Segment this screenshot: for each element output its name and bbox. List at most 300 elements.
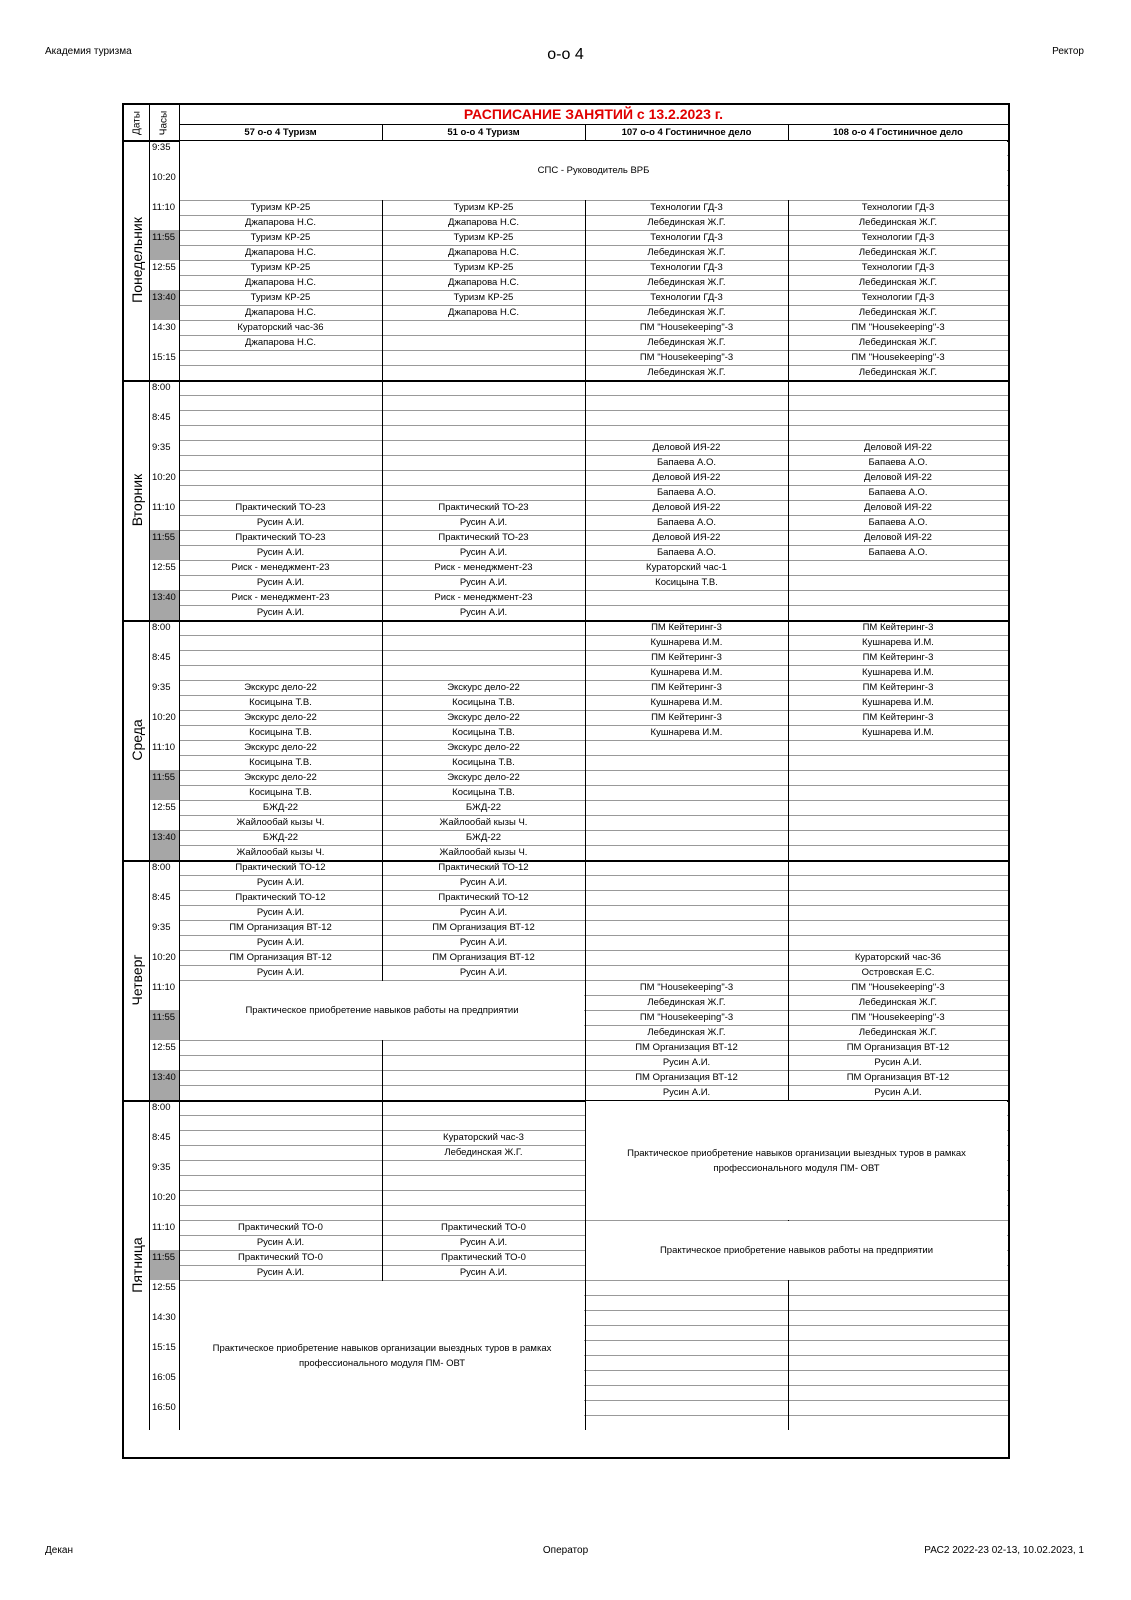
time-cell: 8:00 (152, 862, 171, 873)
schedule-cell: ПМ Кейтеринг-3 (862, 622, 934, 633)
schedule-cell: Деловой ИЯ-22 (864, 442, 932, 453)
schedule-cell: Лебединская Ж.Г. (858, 367, 938, 378)
schedule-cell (585, 1385, 788, 1400)
schedule-cell: Бапаева А.О. (868, 457, 928, 468)
schedule-cell: Кураторский час-36 (854, 952, 942, 963)
time-cell: 11:55 (149, 770, 179, 800)
schedule-cell: Лебединская Ж.Г. (858, 277, 938, 288)
schedule-cell (179, 470, 382, 485)
schedule-cell: ПМ "Housekeeping"-3 (851, 982, 945, 993)
schedule-cell (788, 1340, 1008, 1355)
schedule-cell: Лебединская Ж.Г. (858, 217, 938, 228)
schedule-cell (179, 410, 382, 425)
schedule-cell (788, 845, 1008, 860)
schedule-cell: Лебединская Ж.Г. (647, 367, 726, 378)
time-cell: 8:45 (152, 412, 171, 423)
schedule-cell (382, 410, 585, 425)
schedule-cell: Лебединская Ж.Г. (647, 247, 726, 258)
time-cell: 14:30 (152, 1312, 176, 1323)
schedule-cell (585, 905, 788, 920)
schedule-cell: Лебединская Ж.Г. (444, 1147, 523, 1158)
schedule-cell (382, 635, 585, 650)
time-cell: 15:15 (152, 1342, 176, 1353)
schedule-cell: Кушнарева И.М. (650, 637, 723, 648)
schedule-cell (788, 1400, 1008, 1415)
time-cell: 12:55 (152, 262, 176, 273)
schedule-cell: Бапаева А.О. (868, 547, 928, 558)
schedule-cell: ПМ Организация ВТ-12 (229, 952, 332, 963)
schedule-cell: Практический ТО-12 (438, 862, 529, 873)
schedule-cell (382, 455, 585, 470)
schedule-cell: Технологии ГД-3 (650, 202, 723, 213)
schedule-cell (382, 425, 585, 440)
schedule-cell: Русин А.И. (256, 547, 305, 558)
schedule-cell: Практический ТО-23 (235, 502, 326, 513)
day-label: Пятница (128, 1237, 145, 1293)
schedule-cell: Бапаева А.О. (656, 457, 717, 468)
schedule-cell: ПМ Кейтеринг-3 (862, 712, 934, 723)
day-separator (124, 380, 1008, 382)
schedule-cell: ПМ Кейтеринг-3 (862, 682, 934, 693)
schedule-cell (179, 1145, 382, 1160)
schedule-cell: Бапаева А.О. (656, 487, 717, 498)
merged-cell: Практическое приобретение навыков организации выездных туров в рамках профессионального модуля ПМ- ОВТ (586, 1101, 1007, 1220)
schedule-cell: Русин А.И. (256, 1267, 305, 1278)
schedule-cell: Русин А.И. (256, 577, 305, 588)
schedule-cell: Туризм КР-25 (250, 232, 311, 243)
schedule-cell: Практический ТО-0 (238, 1222, 323, 1233)
schedule-cell: Русин А.И. (459, 577, 508, 588)
schedule-cell: ПМ "Housekeeping"-3 (851, 352, 945, 363)
schedule-cell (179, 485, 382, 500)
schedule-cell: Жайлообай кызы Ч. (439, 817, 528, 828)
schedule-cell (382, 1190, 585, 1205)
schedule-cell: Деловой ИЯ-22 (864, 502, 932, 513)
time-cell: 9:35 (152, 682, 171, 693)
schedule-cell (585, 965, 788, 980)
schedule-cell (382, 1205, 585, 1220)
schedule-cell (585, 755, 788, 770)
time-cell: 11:10 (152, 1222, 176, 1233)
time-cell: 10:20 (152, 472, 176, 483)
schedule-cell: Туризм КР-25 (453, 232, 514, 243)
schedule-cell (585, 1340, 788, 1355)
time-cell: 8:45 (152, 652, 171, 663)
schedule-cell (788, 800, 1008, 815)
schedule-cell: Лебединская Ж.Г. (858, 1027, 938, 1038)
schedule-cell: ПМ "Housekeeping"-3 (639, 322, 734, 333)
schedule-cell: Кураторский час-3 (443, 1132, 524, 1143)
schedule-cell (788, 875, 1008, 890)
schedule-cell (788, 425, 1008, 440)
schedule-cell (179, 1100, 382, 1115)
schedule-cell (382, 1160, 585, 1175)
time-cell: 12:55 (152, 802, 176, 813)
schedule-cell (585, 1280, 788, 1295)
schedule-cell: Лебединская Ж.Г. (858, 247, 938, 258)
schedule-cell (179, 1070, 382, 1085)
schedule-cell: Косицына Т.В. (452, 727, 515, 738)
schedule-cell: БЖД-22 (465, 802, 502, 813)
schedule-cell: Туризм КР-25 (250, 292, 311, 303)
column-divider (179, 105, 180, 1430)
schedule-cell (382, 335, 585, 350)
schedule-cell (788, 560, 1008, 575)
schedule-cell: Кушнарева И.М. (650, 697, 723, 708)
schedule-cell (585, 890, 788, 905)
schedule-cell: Джапарова Н.С. (448, 277, 519, 288)
schedule-cell (382, 650, 585, 665)
schedule-cell: Практический ТО-0 (441, 1252, 526, 1263)
schedule-cell (585, 380, 788, 395)
schedule-cell: ПМ Кейтеринг-3 (651, 682, 722, 693)
schedule-cell: Деловой ИЯ-22 (652, 532, 721, 543)
schedule-cell: Практический ТО-0 (238, 1252, 323, 1263)
schedule-cell (585, 935, 788, 950)
schedule-cell: Экскурс дело-22 (447, 742, 520, 753)
time-cell: 12:55 (152, 1282, 176, 1293)
schedule-cell: Экскурс дело-22 (447, 772, 520, 783)
schedule-cell: ПМ "Housekeeping"-3 (851, 322, 945, 333)
schedule-cell: Русин А.И. (256, 607, 305, 618)
schedule-cell: Русин А.И. (662, 1057, 711, 1068)
schedule-cell (179, 1040, 382, 1055)
schedule-cell: Джапарова Н.С. (448, 217, 519, 228)
group-header: 57 о-о 4 Туризм (179, 124, 382, 140)
schedule-cell: Экскурс дело-22 (447, 682, 520, 693)
schedule-cell: Лебединская Ж.Г. (647, 337, 726, 348)
schedule-cell: Лебединская Ж.Г. (858, 997, 938, 1008)
time-cell: 11:10 (152, 502, 176, 513)
schedule-cell: ПМ Организация ВТ-12 (635, 1042, 738, 1053)
schedule-cell: Русин А.И. (256, 517, 305, 528)
schedule-cell: Технологии ГД-3 (650, 262, 723, 273)
group-header: 107 о-о 4 Гостиничное дело (585, 124, 788, 140)
schedule-cell (585, 875, 788, 890)
schedule-cell: Технологии ГД-3 (861, 292, 935, 303)
time-cell: 10:20 (152, 712, 176, 723)
group-header: 108 о-о 4 Гостиничное дело (788, 124, 1008, 140)
schedule-cell (788, 1415, 1008, 1430)
time-cell: 11:10 (152, 982, 176, 993)
schedule-cell: Кушнарева И.М. (650, 727, 723, 738)
time-cell: 8:00 (152, 382, 171, 393)
schedule-cell: Технологии ГД-3 (861, 232, 935, 243)
time-cell: 12:55 (152, 562, 176, 573)
schedule-cell: Лебединская Ж.Г. (647, 217, 726, 228)
schedule-cell (788, 740, 1008, 755)
schedule-cell: Островская Е.С. (861, 967, 935, 978)
schedule-cell: Технологии ГД-3 (861, 202, 935, 213)
schedule-cell: Русин А.И. (459, 607, 508, 618)
time-cell: 11:55 (149, 230, 179, 260)
schedule-cell: ПМ Организация ВТ-12 (635, 1072, 738, 1083)
schedule-cell: Практический ТО-23 (438, 502, 529, 513)
schedule-cell: Русин А.И. (459, 1237, 508, 1248)
day-separator (124, 620, 1008, 622)
schedule-cell (382, 350, 585, 365)
schedule-cell (585, 605, 788, 620)
schedule-cell: ПМ "Housekeeping"-3 (639, 1012, 734, 1023)
time-cell: 16:05 (152, 1372, 176, 1383)
schedule-cell: Косицына Т.В. (452, 697, 515, 708)
schedule-cell: Бапаева А.О. (868, 517, 928, 528)
schedule-cell (179, 425, 382, 440)
schedule-cell: Русин А.И. (459, 877, 508, 888)
schedule-cell (179, 650, 382, 665)
schedule-cell (788, 395, 1008, 410)
schedule-cell: Практический ТО-0 (441, 1222, 526, 1233)
schedule-cell (382, 485, 585, 500)
schedule-cell: Риск - менеджмент-23 (231, 562, 330, 573)
schedule-cell (585, 950, 788, 965)
schedule-cell: Жайлообай кызы Ч. (439, 847, 528, 858)
time-cell: 13:40 (149, 1070, 179, 1100)
schedule-cell (179, 350, 382, 365)
schedule-cell (382, 320, 585, 335)
time-cell: 10:20 (152, 172, 176, 183)
schedule-cell (179, 1085, 382, 1100)
schedule-cell: Жайлообай кызы Ч. (236, 817, 325, 828)
schedule-cell: Косицына Т.В. (655, 577, 718, 588)
schedule-cell: Косицына Т.В. (249, 787, 312, 798)
column-divider (382, 124, 383, 1430)
schedule-cell (179, 380, 382, 395)
time-cell: 11:10 (152, 742, 176, 753)
schedule-cell: Джапарова Н.С. (448, 247, 519, 258)
dates-column-header: Даты (131, 110, 142, 135)
schedule-cell: Практический ТО-12 (235, 862, 326, 873)
time-cell: 11:10 (152, 202, 176, 213)
schedule-cell: Косицына Т.В. (249, 697, 312, 708)
schedule-cell (179, 1175, 382, 1190)
schedule-cell (788, 410, 1008, 425)
schedule-cell: Кураторский час-36 (237, 322, 324, 333)
schedule-cell: Экскурс дело-22 (244, 712, 317, 723)
schedule-title: РАСПИСАНИЕ ЗАНЯТИЙ с 13.2.2023 г. (463, 106, 724, 122)
schedule-cell: Деловой ИЯ-22 (864, 532, 932, 543)
schedule-cell (788, 1385, 1008, 1400)
hours-column-header: Часы (158, 110, 170, 135)
schedule-cell: Русин А.И. (459, 937, 508, 948)
schedule-cell: Деловой ИЯ-22 (652, 502, 721, 513)
schedule-cell: Технологии ГД-3 (861, 262, 935, 273)
time-cell: 9:35 (152, 922, 171, 933)
schedule-cell (382, 1175, 585, 1190)
schedule-cell (585, 1400, 788, 1415)
schedule-cell (585, 860, 788, 875)
schedule-cell (179, 1130, 382, 1145)
schedule-cell: Русин А.И. (256, 877, 305, 888)
schedule-cell (788, 905, 1008, 920)
schedule-cell: Риск - менеджмент-23 (434, 562, 533, 573)
schedule-cell (585, 770, 788, 785)
schedule-cell (788, 380, 1008, 395)
schedule-cell: Практический ТО-23 (438, 532, 529, 543)
schedule-cell: Экскурс дело-22 (244, 682, 317, 693)
schedule-cell (382, 1085, 585, 1100)
schedule-cell: Туризм КР-25 (250, 202, 311, 213)
time-cell: 13:40 (149, 830, 179, 860)
schedule-cell: Джапарова Н.С. (245, 307, 316, 318)
schedule-cell: ПМ Кейтеринг-3 (651, 712, 722, 723)
schedule-cell: Джапарова Н.С. (245, 337, 316, 348)
schedule-cell (179, 1190, 382, 1205)
schedule-cell: Практический ТО-12 (438, 892, 529, 903)
schedule-cell: Косицына Т.В. (249, 757, 312, 768)
schedule-cell: Лебединская Ж.Г. (647, 277, 726, 288)
schedule-cell (788, 770, 1008, 785)
time-cell: 14:30 (152, 322, 176, 333)
schedule-cell: Экскурс дело-22 (244, 772, 317, 783)
schedule-cell (585, 1325, 788, 1340)
time-cell: 8:00 (152, 622, 171, 633)
schedule-cell (585, 785, 788, 800)
schedule-cell (382, 1100, 585, 1115)
schedule-cell (788, 1355, 1008, 1370)
schedule-cell: БЖД-22 (262, 802, 299, 813)
schedule-cell (179, 365, 382, 380)
merged-cell: Практическое приобретение навыков работы на предприятии (586, 1221, 1007, 1280)
schedule-cell (788, 935, 1008, 950)
schedule-cell (382, 620, 585, 635)
schedule-cell (788, 1325, 1008, 1340)
schedule-cell: Русин А.И. (256, 967, 305, 978)
schedule-cell (382, 395, 585, 410)
time-cell: 8:45 (152, 1132, 171, 1143)
schedule-cell: Лебединская Ж.Г. (647, 997, 726, 1008)
schedule-cell (179, 665, 382, 680)
schedule-cell: Риск - менеджмент-23 (231, 592, 330, 603)
schedule-cell (585, 1295, 788, 1310)
schedule-cell: Русин А.И. (662, 1087, 711, 1098)
schedule-cell (179, 635, 382, 650)
merged-cell: Практическое приобретение навыков работы на предприятии (180, 981, 584, 1040)
schedule-cell: Джапарова Н.С. (448, 307, 519, 318)
time-cell: 15:15 (152, 352, 176, 363)
schedule-cell: Деловой ИЯ-22 (864, 472, 932, 483)
schedule-cell (382, 1040, 585, 1055)
schedule-cell: Лебединская Ж.Г. (647, 1027, 726, 1038)
schedule-cell (382, 665, 585, 680)
schedule-cell: ПМ Кейтеринг-3 (651, 622, 722, 633)
schedule-cell: ПМ Кейтеринг-3 (651, 652, 722, 663)
day-separator (124, 860, 1008, 862)
schedule-cell: Экскурс дело-22 (447, 712, 520, 723)
time-cell: 11:55 (149, 1250, 179, 1280)
schedule-cell: БЖД-22 (465, 832, 502, 843)
schedule-cell (788, 1280, 1008, 1295)
schedule-cell: ПМ Кейтеринг-3 (862, 652, 934, 663)
schedule-cell (585, 1415, 788, 1430)
schedule-cell (788, 755, 1008, 770)
schedule-cell: Русин А.И. (256, 1237, 305, 1248)
schedule-cell: Русин А.И. (459, 907, 508, 918)
day-label: Вторник (128, 473, 145, 527)
schedule-cell: Риск - менеджмент-23 (434, 592, 533, 603)
day-label: Понедельник (128, 217, 145, 303)
schedule-cell: ПМ Организация ВТ-12 (846, 1042, 950, 1053)
time-cell: 9:35 (152, 442, 171, 453)
schedule-cell (382, 365, 585, 380)
schedule-cell: Русин А.И. (459, 1267, 508, 1278)
group-header: 51 о-о 4 Туризм (382, 124, 585, 140)
schedule-cell (179, 620, 382, 635)
schedule-cell: Джапарова Н.С. (245, 217, 316, 228)
page-title: о-о 4 (547, 46, 584, 63)
schedule-cell: Бапаева А.О. (656, 547, 717, 558)
schedule-cell (585, 590, 788, 605)
schedule-cell: Русин А.И. (256, 907, 305, 918)
schedule-cell: Косицына Т.В. (249, 727, 312, 738)
footer-center: Оператор (542, 1545, 589, 1556)
schedule-cell: Джапарова Н.С. (245, 247, 316, 258)
schedule-cell: Бапаева А.О. (656, 517, 717, 528)
day-label: Четверг (128, 954, 145, 1006)
schedule-cell: Бапаева А.О. (868, 487, 928, 498)
merged-cell: Практическое приобретение навыков организации выездных туров в рамках профессионального модуля ПМ- ОВТ (180, 1281, 584, 1430)
time-cell: 8:45 (152, 892, 171, 903)
schedule-cell: Экскурс дело-22 (244, 742, 317, 753)
schedule-cell: Косицына Т.В. (452, 787, 515, 798)
time-cell: 11:55 (149, 1010, 179, 1040)
schedule-cell: Деловой ИЯ-22 (652, 472, 721, 483)
schedule-cell: Русин А.И. (874, 1087, 922, 1098)
schedule-cell: Русин А.И. (256, 937, 305, 948)
schedule-cell: Русин А.И. (459, 967, 508, 978)
header-right: Ректор (1052, 46, 1084, 57)
schedule-cell: Кушнарева И.М. (862, 697, 934, 708)
schedule-cell (788, 890, 1008, 905)
schedule-cell: Технологии ГД-3 (650, 232, 723, 243)
schedule-cell (382, 1055, 585, 1070)
schedule-cell: Жайлообай кызы Ч. (236, 847, 325, 858)
time-cell: 12:55 (152, 1042, 176, 1053)
schedule-cell (585, 1310, 788, 1325)
schedule-cell (788, 830, 1008, 845)
time-cell: 10:20 (152, 1192, 176, 1203)
schedule-cell (585, 740, 788, 755)
schedule-cell: Практический ТО-23 (235, 532, 326, 543)
schedule-cell (585, 1370, 788, 1385)
schedule-cell: Кушнарева И.М. (862, 667, 934, 678)
schedule-cell (788, 1310, 1008, 1325)
footer-left: Декан (45, 1545, 74, 1556)
time-cell: 10:20 (152, 952, 176, 963)
schedule-cell: ПМ Организация ВТ-12 (432, 952, 535, 963)
time-cell: 13:40 (149, 290, 179, 320)
schedule-cell: Кушнарева И.М. (862, 637, 934, 648)
schedule-cell (585, 815, 788, 830)
schedule-cell: Русин А.И. (459, 547, 508, 558)
schedule-cell (585, 410, 788, 425)
schedule-cell (585, 920, 788, 935)
schedule-cell: ПМ Организация ВТ-12 (229, 922, 332, 933)
schedule-cell (179, 1115, 382, 1130)
schedule-cell: Технологии ГД-3 (650, 292, 723, 303)
schedule-cell (179, 1055, 382, 1070)
schedule-cell: БЖД-22 (262, 832, 299, 843)
schedule-cell: ПМ "Housekeeping"-3 (639, 982, 734, 993)
schedule-cell: ПМ "Housekeeping"-3 (851, 1012, 945, 1023)
schedule-cell (788, 785, 1008, 800)
schedule-cell: Практический ТО-12 (235, 892, 326, 903)
schedule-cell (585, 395, 788, 410)
schedule-cell (179, 440, 382, 455)
schedule-cell: Деловой ИЯ-22 (652, 442, 721, 453)
time-cell: 8:00 (152, 1102, 171, 1113)
schedule-cell: Косицына Т.В. (452, 757, 515, 768)
